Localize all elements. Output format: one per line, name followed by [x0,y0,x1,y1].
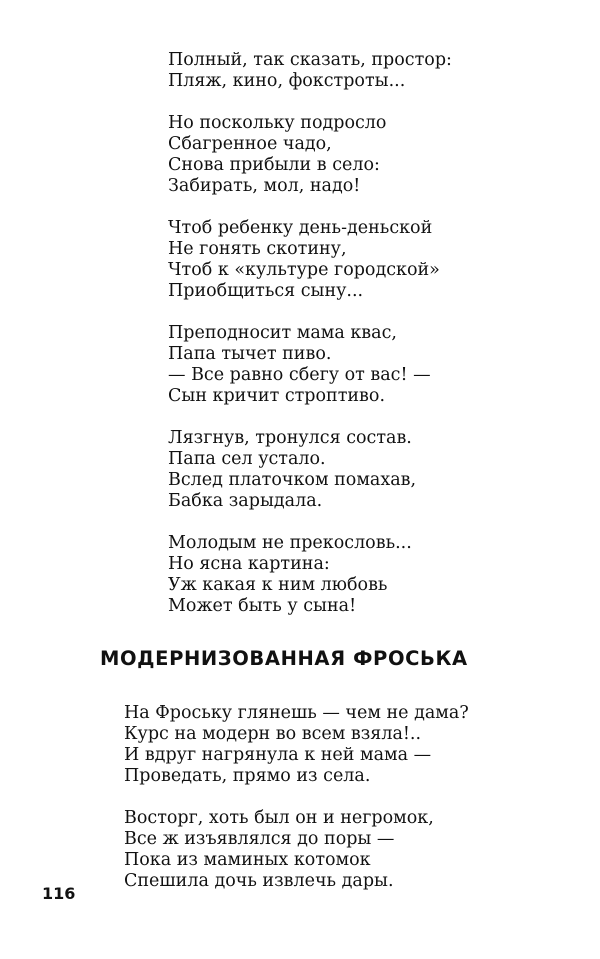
verse-line: Все ж изъявлялся до поры — [124,829,395,849]
stanza [168,533,588,617]
stanza [168,323,588,407]
verse-line: Папа тычет пиво. [168,344,332,364]
verse-line: Вслед платочком помахав, [168,470,417,490]
verse-line: Пока из маминых котомок [124,850,371,870]
page-number: 116 [42,884,76,903]
stanza [124,808,584,892]
verse-line: Уж какая к ним любовь [168,575,388,595]
verse-line: Забирать, мол, надо! [168,176,361,196]
verse-line: Но ясна картина: [168,554,330,574]
poem-body [124,703,584,913]
verse-line: — Все равно сбегу от вас! — [168,365,431,385]
stanza [168,113,588,197]
verse-line: Сын кричит строптиво. [168,386,386,406]
verse-line: Пляж, кино, фокстроты... [168,71,406,91]
stanza [168,50,588,92]
verse-line: Проведать, прямо из села. [124,766,371,786]
verse-line: Бабка зарыдала. [168,491,323,511]
stanza [168,218,588,302]
verse-line: Приобщиться сыну... [168,281,364,301]
verse-line: Чтоб к «культуре городской» [168,260,440,280]
verse-line: Чтоб ребенку день-деньской [168,218,433,238]
poem-title: МОДЕРНИЗОВАННАЯ ФРОСЬКА [100,647,468,670]
verse-line: Спешила дочь извлечь дары. [124,871,394,891]
verse-line: Сбагренное чадо, [168,134,332,154]
verse-line: На Фроську глянешь — чем не дама? [124,703,469,723]
verse-line: Папа сел устало. [168,449,326,469]
verse-line: Может быть у сына! [168,596,357,616]
verse-line: Полный, так сказать, простор: [168,50,452,70]
verse-line: Снова прибыли в село: [168,155,380,175]
stanza [168,428,588,512]
verse-line: И вдруг нагрянула к ней мама — [124,745,432,765]
verse-line: Курс на модерн во всем взяла!.. [124,724,422,744]
poem-continuation [168,50,588,638]
verse-line: Не гонять скотину, [168,239,347,259]
stanza [124,703,584,787]
verse-line: Лязгнув, тронулся состав. [168,428,412,448]
verse-line: Восторг, хоть был он и негромок, [124,808,434,828]
verse-line: Молодым не прекословь... [168,533,412,553]
verse-line: Преподносит мама квас, [168,323,397,343]
verse-line: Но поскольку подросло [168,113,387,133]
